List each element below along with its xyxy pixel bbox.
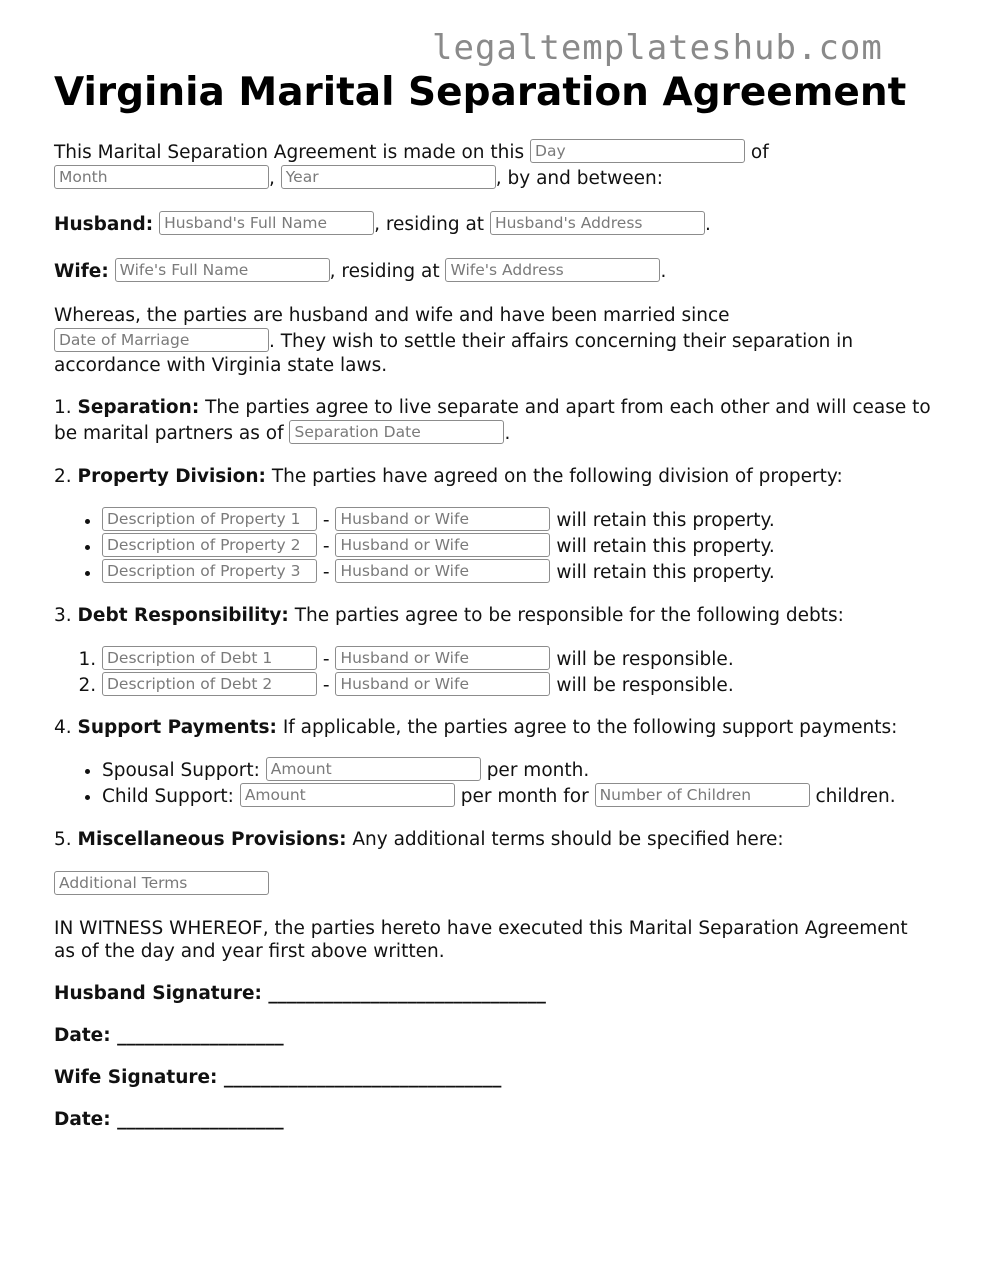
property-3-field[interactable]: Description of Property 3: [102, 559, 317, 583]
property-heading: Property Division:: [77, 466, 266, 487]
property-3-party-field[interactable]: Husband or Wife: [335, 559, 550, 583]
child-mid: per month for: [460, 786, 589, 807]
children-count-field[interactable]: Number of Children: [595, 783, 810, 807]
support-num: 4.: [54, 717, 72, 738]
child-suffix: children.: [815, 786, 896, 807]
year-field[interactable]: Year: [281, 165, 496, 189]
intro-tail: , by and between:: [495, 168, 664, 189]
list-item: • Description of Property 2 - Husband or Wife will retain this property.: [102, 533, 934, 559]
spousal-label: Spousal Support:: [102, 760, 260, 781]
debt-2-field[interactable]: Description of Debt 2: [102, 672, 317, 696]
wife-name-field[interactable]: Wife's Full Name: [115, 258, 330, 282]
wife-residing: , residing at: [329, 261, 440, 282]
debt-1-party-field[interactable]: Husband or Wife: [335, 646, 550, 670]
property-1-party-field[interactable]: Husband or Wife: [335, 507, 550, 531]
husband-date-line[interactable]: Date: __________________: [54, 1025, 284, 1046]
whereas-text: Whereas, the parties are husband and wife and have been married since: [54, 305, 730, 326]
property-section: [54, 465, 934, 489]
responsible-text: will be responsible.: [556, 649, 734, 670]
debt-section: [54, 604, 934, 628]
support-text: If applicable, the parties agree to the following support payments:: [282, 717, 898, 738]
additional-terms-field[interactable]: Additional Terms: [54, 871, 269, 895]
debt-num: 3.: [54, 605, 72, 626]
debt-1-field[interactable]: Description of Debt 1: [102, 646, 317, 670]
misc-heading: Miscellaneous Provisions:: [77, 829, 347, 850]
retain-text: will retain this property.: [556, 536, 775, 557]
wife-line: Wife: Wife's Full Name , residing at Wife's Address .: [54, 258, 934, 284]
day-field[interactable]: Day: [530, 139, 745, 163]
support-section: [54, 717, 934, 739]
marriage-date-field[interactable]: Date of Marriage: [54, 328, 269, 352]
wife-date-line[interactable]: Date: __________________: [54, 1109, 284, 1130]
intro-of: of: [750, 142, 769, 163]
list-item: 1. Description of Debt 1 - Husband or Wife will be responsible.: [102, 646, 934, 672]
list-item: [102, 783, 934, 809]
separation-heading: Separation:: [77, 397, 200, 418]
agreement-body: [54, 139, 934, 1132]
whereas-paragraph: [54, 304, 934, 378]
retain-text: will retain this property.: [556, 510, 775, 531]
watermark: legaltemplateshub.com: [432, 28, 883, 68]
separation-section: 1. Separation: The parties agree to live separate and apart from each other and will cease to be marital partners as of Separation Date .: [54, 397, 931, 444]
whereas-tail: . They wish to settle their affairs concerning their separation in accordance with Virginia state laws.: [54, 331, 854, 376]
responsible-text: will be responsible.: [556, 675, 734, 696]
intro-paragraph: This Marital Separation Agreement is made on this Day of Month , Year , by and between:: [54, 139, 934, 191]
property-2-field[interactable]: Description of Property 2: [102, 533, 317, 557]
property-2-party-field[interactable]: Husband or Wife: [335, 533, 550, 557]
property-text: The parties have agreed on the following division of property:: [271, 466, 843, 487]
husband-name-field[interactable]: Husband's Full Name: [159, 211, 374, 235]
misc-num: 5.: [54, 829, 72, 850]
retain-text: will retain this property.: [556, 562, 775, 583]
list-item: 2. Description of Debt 2 - Husband or Wife will be responsible.: [102, 672, 934, 698]
support-heading: Support Payments:: [77, 717, 277, 738]
husband-signature-line[interactable]: Husband Signature: ______________________________: [54, 983, 546, 1004]
wife-signature-line[interactable]: Wife Signature: ______________________________: [54, 1067, 502, 1088]
child-amount-field[interactable]: Amount: [240, 783, 455, 807]
child-label: Child Support:: [102, 786, 234, 807]
separation-text: The parties agree to live separate and apart from each other and will cease to be marital partners as of: [54, 397, 931, 444]
debt-2-party-field[interactable]: Husband or Wife: [335, 672, 550, 696]
list-item: • Description of Property 1 - Husband or Wife will retain this property.: [102, 507, 934, 533]
witness-paragraph: IN WITNESS WHEREOF, the parties hereto have executed this Marital Separation Agreement as of the day and year first above written.: [54, 918, 908, 962]
month-field[interactable]: Month: [54, 165, 269, 189]
husband-line: Husband: Husband's Full Name , residing at Husband's Address .: [54, 211, 934, 237]
misc-section: [54, 828, 934, 852]
husband-residing: , residing at: [374, 214, 485, 235]
property-num: 2.: [54, 466, 72, 487]
wife-address-field[interactable]: Wife's Address: [445, 258, 660, 282]
property-1-field[interactable]: Description of Property 1: [102, 507, 317, 531]
separation-num: 1.: [54, 397, 72, 418]
debt-text: The parties agree to be responsible for the following debts:: [294, 605, 844, 626]
misc-terms-line: [54, 871, 934, 897]
misc-text: Any additional terms should be specified here:: [352, 829, 784, 850]
spousal-amount-field[interactable]: Amount: [266, 757, 481, 781]
husband-label: Husband:: [54, 214, 154, 235]
debt-heading: Debt Responsibility:: [77, 605, 289, 626]
separation-date-field[interactable]: Separation Date: [289, 420, 504, 444]
support-list: [54, 757, 934, 809]
debt-list: [54, 646, 934, 698]
list-item: [102, 757, 934, 783]
spousal-suffix: per month.: [486, 760, 590, 781]
intro-text: This Marital Separation Agreement is made on this: [54, 142, 525, 163]
page-title: Virginia Marital Separation Agreement: [54, 70, 907, 115]
list-item: • Description of Property 3 - Husband or Wife will retain this property.: [102, 559, 934, 585]
wife-label: Wife:: [54, 261, 109, 282]
property-list: [54, 507, 934, 585]
husband-address-field[interactable]: Husband's Address: [490, 211, 705, 235]
